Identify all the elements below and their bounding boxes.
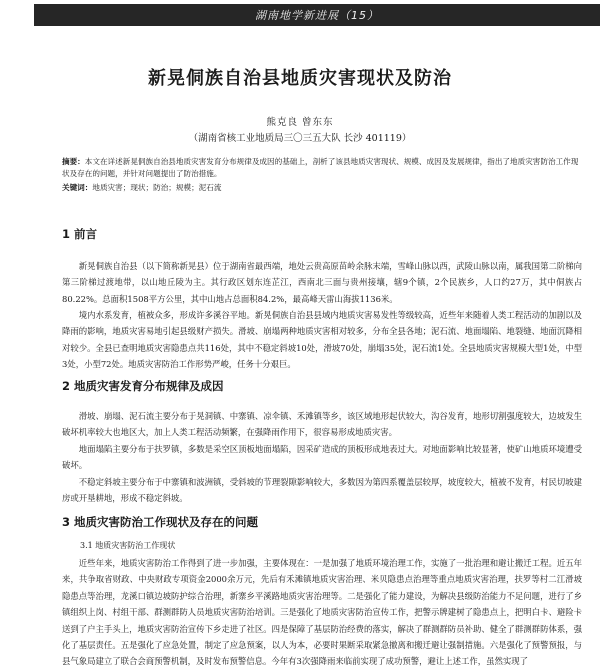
article-affiliation: （湖南省核工业地质局三〇三五大队 长沙 401119） — [188, 133, 412, 144]
keywords-text: 地质灾害；现状；防治；规模；泥石流 — [92, 183, 222, 192]
article-authors: 熊克良 曾东东 — [266, 117, 334, 128]
abstract-label: 摘要： — [62, 157, 85, 166]
paragraph: 境内水系发育，植被众多，形成许多溪谷平地。新晃侗族自治县县域内地质灾害易发性等级较高，近些年来随着人类工程活动的加剧以及降雨的影响，地质灾害易地引起县级财产损失。滑坡、崩塌两种地质灾害相对较多，分布全县各地；泥石流、地面塌陷、地裂缝、地面沉降相对较少。全县已查明地质灾害隐患点共116处，其中不稳定斜坡10处，滑坡70处，崩塌35处，泥石流1处。全县地质灾害规模大型1处，中型3处，小型72处。地质灾害防治工作形势严峻，任务十分艰巨。 — [62, 310, 582, 370]
keywords — [62, 182, 582, 194]
subsection-heading-3-1: 3.1 地质灾害防治工作现状 — [80, 541, 176, 550]
abstract — [62, 156, 582, 180]
paragraph: 新晃侗族自治县（以下简称新晃县）位于湖南省最西端，地处云贵高原苗岭余脉末端，雪峰山脉以西，武陵山脉以南，属我国第二阶梯向第三阶梯过渡地带，以山地丘陵为主。其行政区划东连芷江，西南北三面与贵州接壤，辖9个镇，2个民族乡，人口约27万，其中侗族占80.22%。总面积1508平方公里，其中山地占总面积84.2%，最高峰天雷山海拔1136米。 — [62, 261, 582, 304]
running-header-bar — [34, 4, 600, 26]
article-title: 新晃侗族自治县地质灾害现状及防治 — [148, 68, 452, 89]
paragraph: 滑坡、崩塌、泥石流主要分布于晃洞镇、中寨镇、凉伞镇、禾滩镇等乡，该区域地形起伏较大，沟谷发育，地形切割强度较大，边坡发生破坏机率较大也地区大，加上人类工程活动频繁，在强降雨作用下，很容易形成地质灾害。 — [62, 411, 582, 438]
paragraph: 近些年来，地质灾害防治工作得到了进一步加强，主要体现在：一是加强了地质环境治理工作，实施了一批治理和避让搬迁工程。近五年来，共争取省财政、中央财政专项资金2000余万元，先后有禾滩镇地质灾害治理、米贝隐患点治理等重点地质灾害治理，扶罗等村二江滑坡隐患点等治理，龙溪口镇边坡防护综合治理，新寨乡平溪路地质灾害治理等。二是强化了能力建设，为解决县级防治能力不足问题，进行了乡镇组织上岗、村组干部、群测群防人员地质灾害防治培训。三是强化了地质灾害防治宣传工作，把警示牌建树了隐患点上，把明白卡、避险卡送到了户主手头上，地质灾害防治宣传下乡走进了社区。四是保障了基层防治经费的落实，解决了群测群防员补助、健全了群测群防体系，强化了基层责任。五是强化了应急处置，制定了应急预案，以人为本，必要时果断采取紧急撤离和搬迁避让强制措施。六是强化了预警预报，与县气象局建立了联合会商预警机制，及时发布预警信息。今年有3次强降雨来临前实现了成功预警，避让上述工作，虽然实现了 — [62, 558, 582, 667]
running-title: 湖南地学新进展（15） — [255, 9, 379, 22]
section-heading-1: 1 前言 — [62, 227, 98, 241]
section-heading-3: 3 地质灾害防治工作现状及存在的问题 — [62, 515, 259, 529]
paragraph: 地面塌陷主要分布于扶罗镇，多数是采空区顶板地面塌陷，因采矿造成的顶板形成地表过大。对地面影响比较显著，使矿山地质环境遭受破坏。 — [62, 444, 582, 471]
section-heading-2: 2 地质灾害发育分布规律及成因 — [62, 379, 224, 393]
paragraph: 不稳定斜坡主要分布于中寨镇和波洲镇，受斜坡的节理裂隙影响较大，多数因为第四系覆盖层较厚，坡度较大，植被不发育，村民切坡建房或开垦耕地，形成不稳定斜坡。 — [62, 477, 582, 504]
abstract-text: 本文在详述新晃侗族自治县地质灾害发育分布规律及成因的基础上，剖析了该县地质灾害现状、规模、成因及发展规律，指出了地质灾害防治工作现状及存在的问题，并针对问题提出了防治措施。 — [62, 157, 579, 178]
keywords-label: 关键词： — [62, 183, 93, 192]
